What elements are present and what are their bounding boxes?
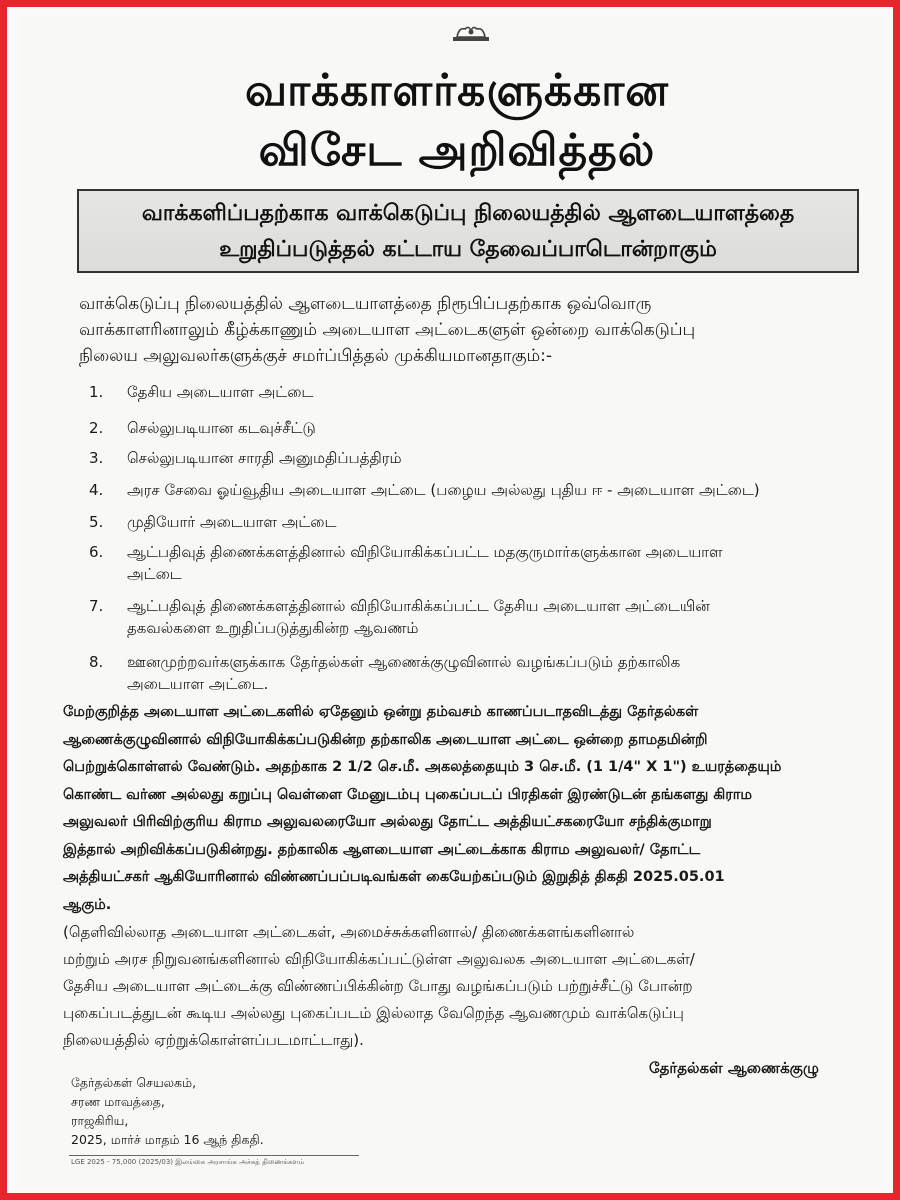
paragraph-line: கொண்ட வர்ண அல்லது கறுப்பு வெள்ளை மேனுடம்பு புகைப்படப் பிரதிகள் இரண்டுடன் தங்களது கிராம: [63, 786, 753, 803]
footer-divider: [69, 1155, 359, 1156]
list-text: முதியோர் அடையாள அட்டை: [127, 513, 337, 531]
print-footer: LGE 2025 - 75,000 (2025/03) இலங்கை அரசாங்க அச்சுத் திணைக்களம்: [71, 1158, 305, 1166]
main-title-line1: வாக்காளர்களுக்கான: [245, 65, 669, 116]
list-text: ஆட்பதிவுத் திணைக்களத்தினால் விநியோகிக்கப்பட்ட மதகுருமார்களுக்கான அடையாள: [127, 543, 723, 561]
paragraph-line: அத்தியட்சகர் ஆகியோரினால் விண்ணப்பப்படிவங்கள் கையேற்கப்படும் இறுதித் திகதி 2025.05.01: [63, 869, 725, 885]
paragraph-line: மற்றும் அரச நிறுவனங்களினால் விநியோகிக்கப்பட்டுள்ள அலுவலக அடையாள அட்டைகள்/: [63, 950, 695, 968]
paragraph-line: (தெளிவில்லாத அடையாள அட்டைகள், அமைச்சுக்களினால்/ திணைக்களங்களினால்: [63, 923, 635, 941]
subtitle-line2: உறுதிப்படுத்தல் கட்டாய தேவைப்பாடொன்றாகும்: [219, 237, 717, 262]
list-number: 2.: [89, 419, 104, 437]
list-number: 6.: [89, 543, 104, 561]
subtitle-line1: வாக்களிப்பதற்காக வாக்கெடுப்பு நிலையத்தில் ஆளடையாளத்தை: [141, 201, 795, 226]
emblem-icon: [451, 23, 491, 43]
address-line: ராஜகிரிய,: [71, 1113, 129, 1128]
list-number: 8.: [89, 653, 104, 671]
main-title-line2: விசேட அறிவித்தல்: [258, 125, 656, 176]
paragraph-line: பெற்றுக்கொள்ளல் வேண்டும். அதற்காக 2 1/2 செ.மீ. அகலத்தையும் 3 செ.மீ. (1 1/4" X 1") உயரத்தையும்: [63, 759, 782, 775]
intro-line: வாக்காளரினாலும் கீழ்க்காணும் அடையாள அட்டைகளுள் ஒன்றை வாக்கெடுப்பு: [79, 320, 696, 340]
issuer-signature: தேர்தல்கள் ஆணைக்குழு: [649, 1059, 819, 1077]
paragraph-line: தேசிய அடையாள அட்டைக்கு விண்ணப்பிக்கின்ற போது வழங்கப்படும் பற்றுச்சீட்டு போன்ற: [63, 977, 693, 995]
address-block: [71, 1073, 264, 1149]
paragraph-line: புகைப்படத்துடன் கூடிய அல்லது புகைப்படம் இல்லாத வேறெந்த ஆவணமும் வாக்கெடுப்பு: [63, 1004, 684, 1022]
temporary-id-paragraph: [63, 699, 883, 919]
list-text: தேசிய அடையாள அட்டை: [127, 383, 314, 401]
paragraph-line: நிலையத்தில் ஏற்றுக்கொள்ளப்படமாட்டாது).: [63, 1031, 364, 1049]
subtitle-box: [77, 189, 859, 273]
paragraph-line: ஆணைக்குழுவினால் விநியோகிக்கப்படுகின்ற தற்காலிக அடையாள அட்டை ஒன்றை தாமதமின்றி: [63, 731, 708, 748]
list-text: ஆட்பதிவுத் திணைக்களத்தினால் விநியோகிக்கப்பட்ட தேசிய அடையாள அட்டையின்: [127, 597, 710, 615]
paragraph-line: இத்தால் அறிவிக்கப்படுகின்றது. தற்காலிக ஆளடையாள அட்டைக்காக கிராம அலுவலர்/ தோட்ட: [63, 841, 701, 858]
intro-paragraph: [79, 291, 869, 369]
list-text: செல்லுபடியான கடவுச்சீட்டு: [127, 419, 316, 437]
list-text-cont: அடையாள அட்டை.: [127, 675, 269, 693]
address-line: சரண மாவத்தை,: [71, 1094, 165, 1109]
list-text: ஊனமுற்றவர்களுக்காக தேர்தல்கள் ஆணைக்குழுவினால் வழங்கப்படும் தற்காலிக: [127, 653, 681, 671]
list-number: 4.: [89, 481, 104, 499]
list-number: 7.: [89, 597, 104, 615]
notice-paper: [19, 17, 883, 1187]
exclusion-note-paragraph: [63, 919, 883, 1054]
paragraph-line: அலுவலர் பிரிவிற்குரிய கிராம அலுவலரையோ அல்லது தோட்ட அத்தியட்சகரையோ சந்திக்குமாறு: [63, 814, 712, 830]
intro-line: நிலைய அலுவலர்களுக்குச் சமர்ப்பித்தல் முக்கியமானதாகும்:-: [79, 346, 553, 366]
paragraph-line: மேற்குறித்த அடையாள அட்டைகளில் ஏதேனும் ஒன்று தம்வசம் காணப்படாதவிடத்து தேர்தல்கள்: [63, 704, 699, 720]
list-text-cont: அட்டை: [127, 565, 182, 583]
list-number: 5.: [89, 513, 104, 531]
intro-line: வாக்கெடுப்பு நிலையத்தில் ஆளடையாளத்தை நிரூபிப்பதற்காக ஒவ்வொரு: [79, 294, 652, 314]
list-number: 3.: [89, 449, 104, 467]
list-text: செல்லுபடியான சாரதி அனுமதிப்பத்திரம்: [127, 449, 402, 467]
date-line: 2025, மார்ச் மாதம் 16 ஆந் திகதி.: [71, 1132, 264, 1147]
paragraph-line: ஆகும்.: [63, 896, 112, 913]
list-text: அரச சேவை ஓய்வூதிய அடையாள அட்டை (பழைய அல்லது புதிய ஈ - அடையாள அட்டை): [127, 481, 760, 499]
list-text-cont: தகவல்களை உறுதிப்படுத்துகின்ற ஆவணம்: [127, 619, 419, 637]
address-line: தேர்தல்கள் செயலகம்,: [71, 1075, 197, 1090]
list-number: 1.: [89, 383, 104, 401]
